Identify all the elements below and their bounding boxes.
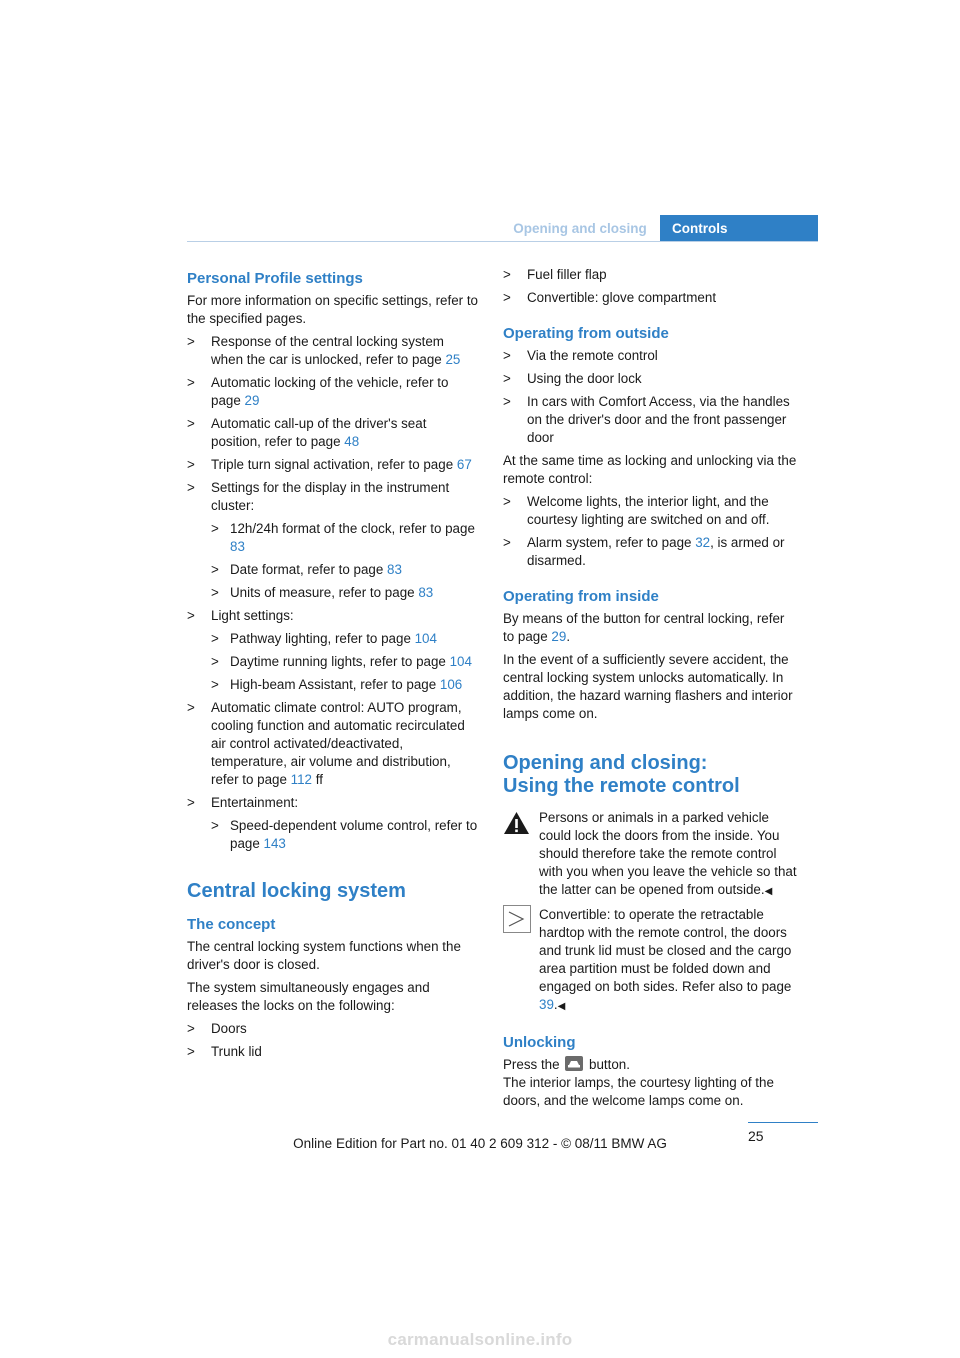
page-link[interactable]: 67 (456, 457, 472, 472)
running-header-tab: Controls (660, 215, 818, 242)
note-arrow-icon (503, 905, 530, 929)
profile-heading: Personal Profile settings (187, 270, 363, 287)
locks-list (187, 1020, 479, 1061)
list-item: > Via the remote control (503, 347, 797, 365)
inside-heading: Operating from inside (503, 588, 659, 605)
warning-triangle-icon (503, 811, 530, 835)
list-item: > Using the door lock (503, 370, 797, 388)
outside-list (503, 347, 797, 447)
list-item: > Automatic call-up of the driver's seat position, refer to page 48 (187, 415, 479, 451)
page-link[interactable]: 143 (263, 836, 286, 851)
list-item: > Trunk lid (187, 1043, 479, 1061)
light-settings-sublist (211, 630, 479, 694)
same-time-list (503, 493, 797, 570)
list-item: > Response of the central locking system when the car is unlocked, refer to page 25 (187, 333, 479, 369)
page-link[interactable]: 104 (449, 654, 472, 669)
list-item: > Light settings: > Pathway lighting, refer to page 104 > Daytime running lights, refer to page 104 > High-beam Assistant, refer to page 106 (187, 607, 479, 694)
page-link[interactable]: 29 (244, 393, 260, 408)
inside-paragraph-1: By means of the button for central locking, refer to page 29. (503, 611, 785, 644)
page-link[interactable]: 104 (414, 631, 437, 646)
convertible-text: Convertible: to operate the retractable hardtop with the remote control, the doors and trunk lid must be closed and the cargo area partition must be folded down and engaged on both sides. Refer also to page (539, 907, 792, 994)
warning-text: Persons or animals in a parked vehicle could lock the doors from the inside. You should therefore take the remote control with you when you leave the vehicle so that the latter can be opened from outside. (539, 810, 797, 897)
profile-intro: For more information on specific settings, refer to the specified pages. (187, 293, 478, 326)
unlock-paragraph: Press the button. The interior lamps, the courtesy lighting of the doors, and the welcome lamps come on. (503, 1057, 774, 1108)
unlocking-heading: Unlocking (503, 1034, 576, 1051)
list-item: > Convertible: glove compartment (503, 289, 797, 307)
list-item: > Date format, refer to page 83 (211, 561, 479, 579)
page-link[interactable]: 48 (344, 434, 360, 449)
list-item: > Fuel filler flap (503, 266, 797, 284)
list-item: > Speed-dependent volume control, refer to page 143 (211, 817, 479, 853)
list-item: > Alarm system, refer to page 32, is armed or disarmed. (503, 534, 797, 570)
concept-heading: The concept (187, 916, 276, 933)
end-mark-icon: ◀ (557, 1001, 566, 1012)
list-item: > High-beam Assistant, refer to page 106 (211, 676, 479, 694)
list-item: > Units of measure, refer to page 83 (211, 584, 479, 602)
remote-unlock-key-icon (565, 1056, 583, 1071)
page-link[interactable]: 83 (230, 539, 245, 554)
outside-heading: Operating from outside (503, 325, 669, 342)
page-link[interactable]: 112 (290, 772, 313, 787)
header-rule (187, 241, 818, 242)
page-link[interactable]: 83 (387, 562, 402, 577)
list-item: > Doors (187, 1020, 479, 1038)
list-item: > In cars with Comfort Access, via the handles on the driver's door and the front passenger door (503, 393, 797, 447)
end-mark-icon: ◀ (764, 886, 773, 897)
list-item: > Triple turn signal activation, refer to page 67 (187, 456, 479, 474)
page-link[interactable]: 32 (695, 535, 711, 550)
list-item: > Automatic locking of the vehicle, refer to page 29 (187, 374, 479, 410)
list-item: > Automatic climate control: AUTO program, cooling function and automatic recirculated air control activated/deactivated, temperature, air volume and distribution, refer to page 112 ff (187, 699, 479, 789)
left-column (187, 265, 479, 1066)
concept-paragraph-1: The central locking system functions when the driver's door is closed. (187, 939, 461, 972)
locks-list-continued (503, 266, 797, 307)
remote-control-heading: Opening and closing: Using the remote control (503, 752, 740, 797)
profile-settings-list (187, 333, 479, 853)
page-number: 25 (748, 1128, 764, 1144)
page-link[interactable]: 39 (539, 997, 554, 1012)
central-locking-heading: Central locking system (187, 880, 406, 902)
page-link[interactable]: 83 (418, 585, 434, 600)
page-link[interactable]: 29 (551, 629, 567, 644)
entertainment-sublist (211, 817, 479, 853)
page-number-rule (748, 1122, 818, 1123)
list-item: > Settings for the display in the instrument cluster: > 12h/24h format of the clock, refer to page 83 > Date format, refer to page 83 > Units of measure, refer to page 83 (187, 479, 479, 602)
list-item: > Daytime running lights, refer to page 104 (211, 653, 479, 671)
page-link[interactable]: 25 (445, 352, 461, 367)
page-link[interactable]: 106 (439, 677, 463, 692)
concept-paragraph-2: The system simultaneously engages and releases the locks on the following: (187, 980, 430, 1013)
inside-paragraph-2: In the event of a sufficiently severe accident, the central locking system unlocks automatically. In addition, the hazard warning flashers and interior lamps come on. (503, 652, 793, 721)
info-note: Convertible: to operate the retractable hardtop with the remote control, the doors and trunk lid must be closed and the cargo area partition must be folded down and engaged on both sides. Refer also to page 39.◀ (503, 906, 797, 1016)
footer-edition: Online Edition for Part no. 01 40 2 609 312 - © 08/11 BMW AG (293, 1136, 667, 1151)
list-item: > Pathway lighting, refer to page 104 (211, 630, 479, 648)
list-item: > 12h/24h format of the clock, refer to page 83 (211, 520, 479, 556)
same-time-paragraph: At the same time as locking and unlocking via the remote control: (503, 453, 797, 486)
warning-note (503, 809, 797, 901)
watermark: carmanualsonline.info (387, 1330, 573, 1349)
right-column (503, 265, 797, 1110)
display-settings-sublist (211, 520, 479, 602)
list-item: > Entertainment: > Speed-dependent volume control, refer to page 143 (187, 794, 479, 853)
running-header-section: Opening and closing (513, 221, 647, 236)
list-item: > Welcome lights, the interior light, and the courtesy lighting are switched on and off. (503, 493, 797, 529)
